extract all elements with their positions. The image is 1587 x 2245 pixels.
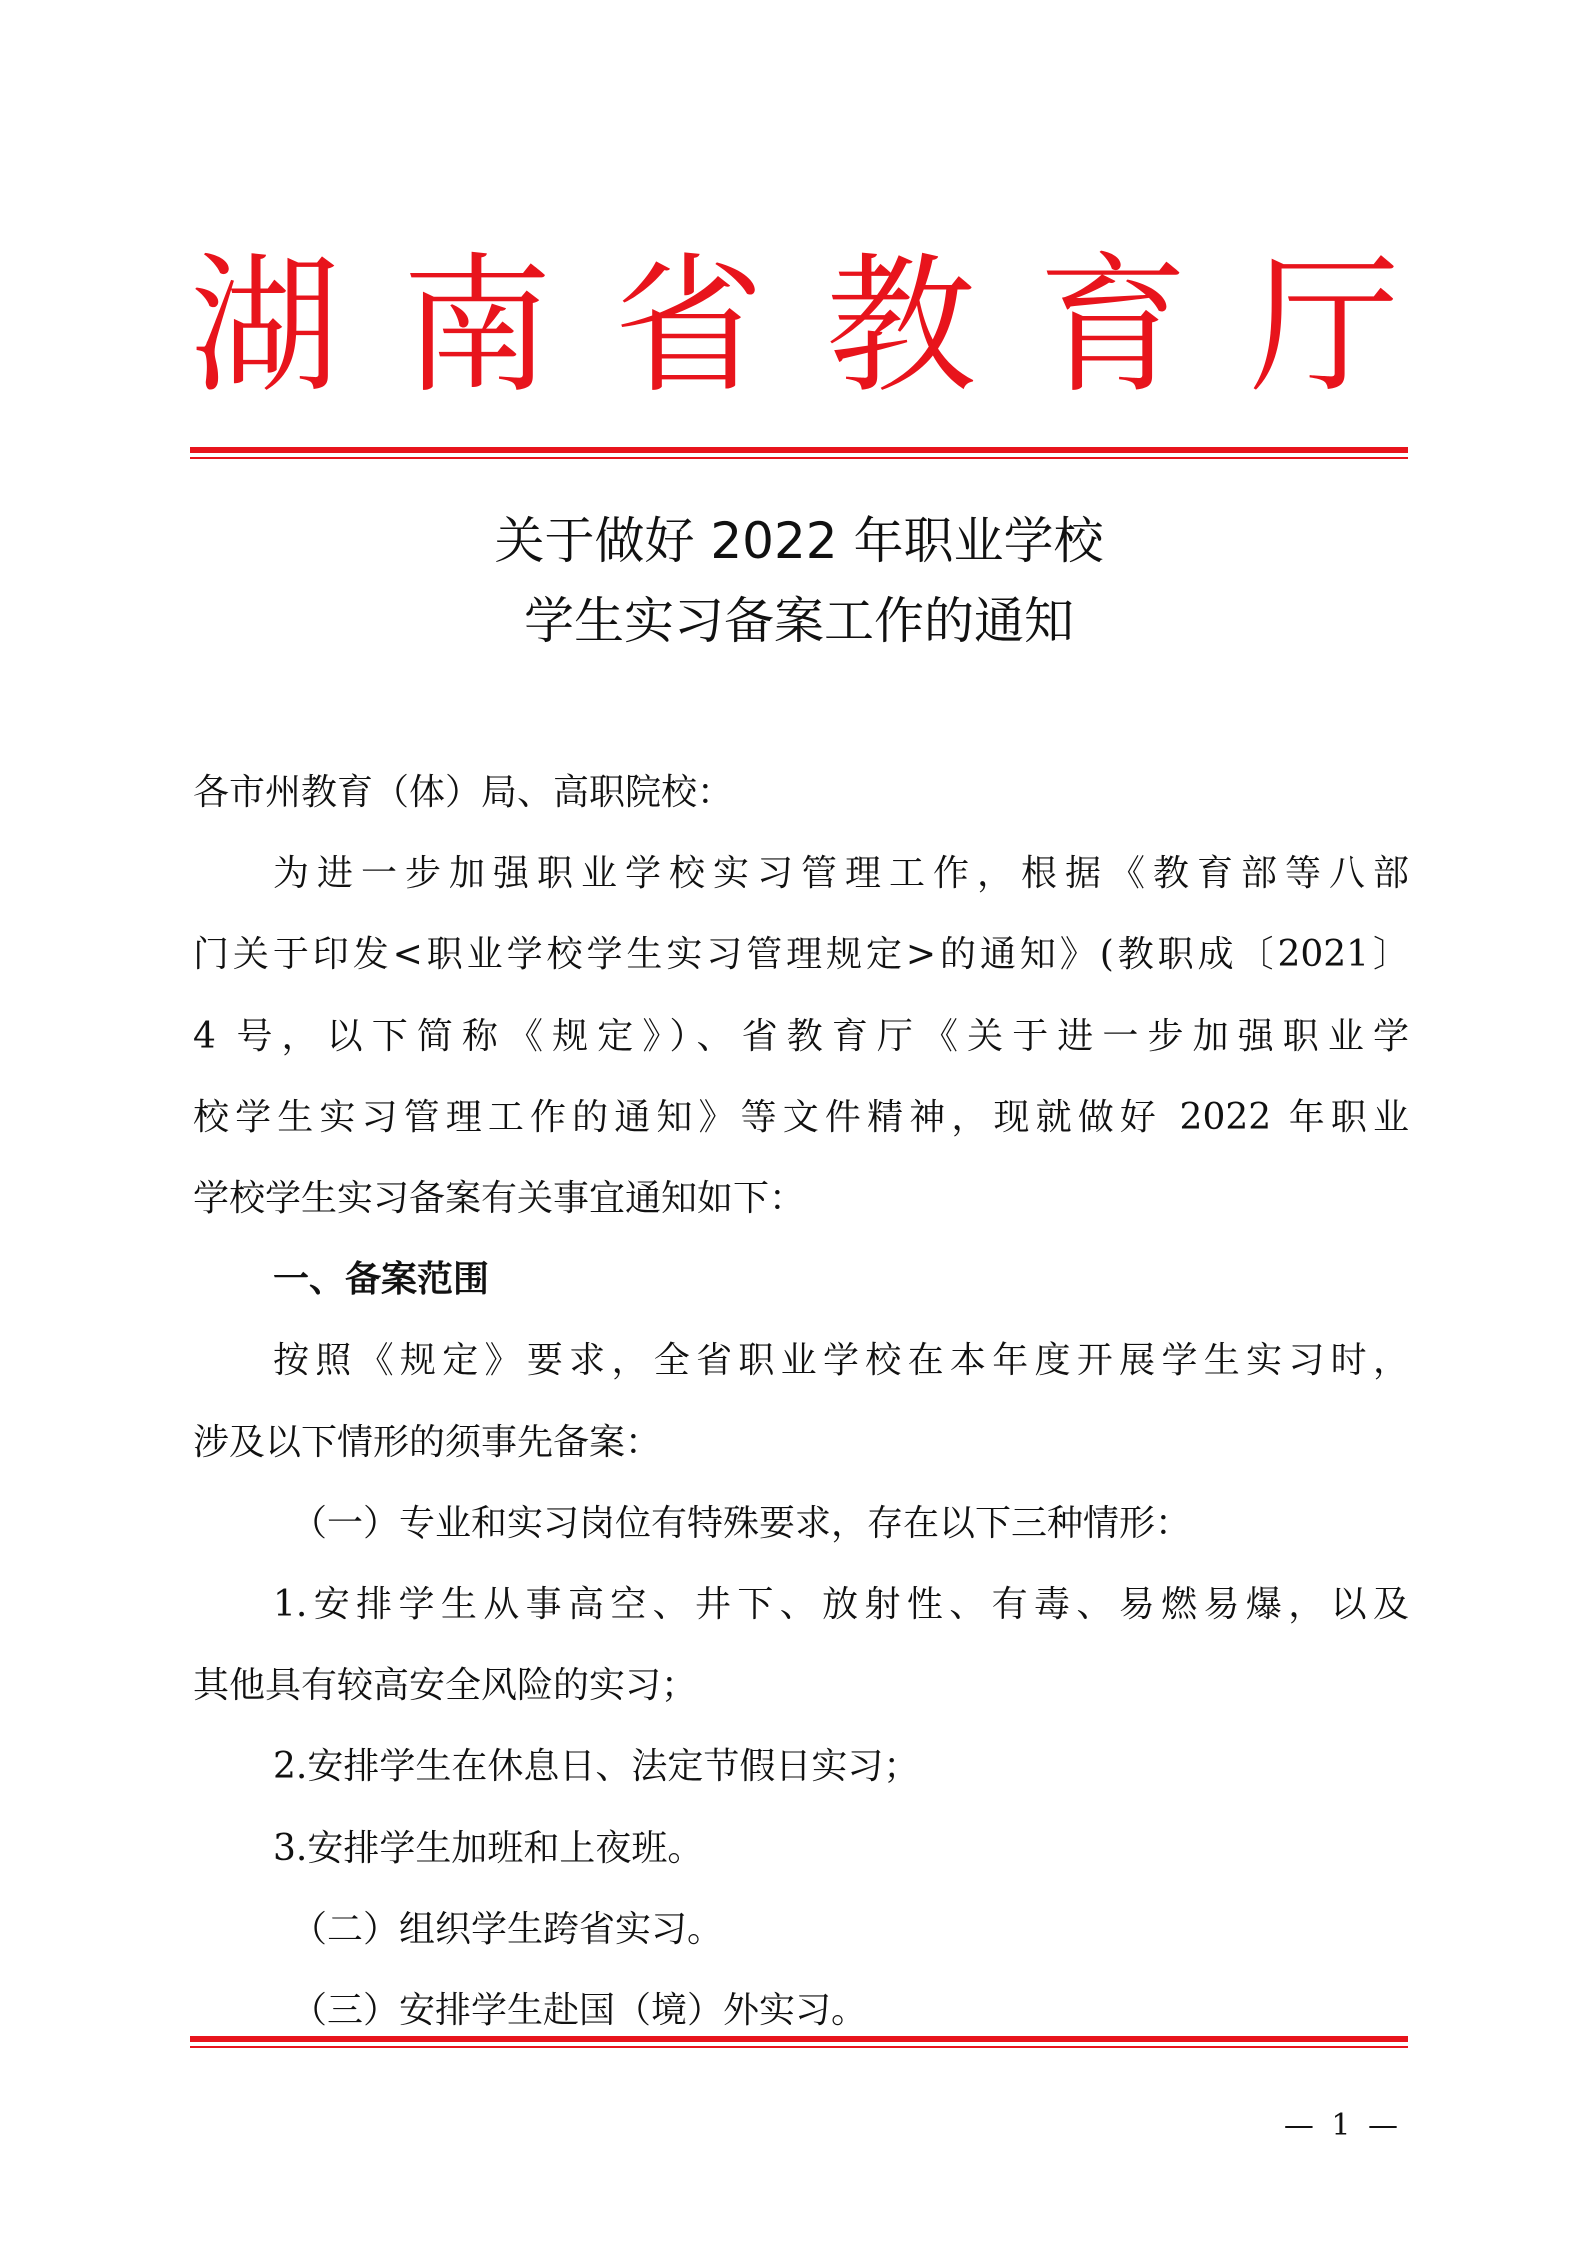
issuing-authority-header xyxy=(190,232,1400,422)
header-char: 省 xyxy=(613,240,764,414)
list-item-line: 1.安排学生从事高空、井下、放射性、有毒、易燃易爆，以及 xyxy=(273,1584,1409,1626)
paragraph-line: 门关于印发<职业学校学生实习管理规定>的通知》(教职成〔2021〕 xyxy=(193,934,1409,976)
subsection-line: （三）安排学生赴国（境）外实习。 xyxy=(291,1990,868,2032)
paragraph-line: 按照《规定》要求，全省职业学校在本年度开展学生实习时， xyxy=(273,1340,1409,1382)
paragraph-line: 为进一步加强职业学校实习管理工作，根据《教育部等八部 xyxy=(273,853,1409,895)
page-number: — 1 — xyxy=(1283,2108,1402,2143)
salutation: 各市州教育（体）局、高职院校： xyxy=(193,772,734,813)
document-title-line-2: 学生实习备案工作的通知 xyxy=(524,592,1074,650)
paragraph-line: 学校学生实习备案有关事宜通知如下： xyxy=(193,1178,806,1220)
header-char: 南 xyxy=(401,240,552,414)
document-body xyxy=(193,752,1409,2051)
document-title-line-1: 关于做好 2022 年职业学校 xyxy=(494,512,1104,570)
list-item: 3.安排学生加班和上夜班。 xyxy=(273,1827,704,1869)
paragraph-line: 涉及以下情形的须事先备案： xyxy=(193,1421,662,1463)
header-char: 教 xyxy=(825,240,976,414)
header-char: 湖 xyxy=(190,240,341,414)
subsection-line: （一）专业和实习岗位有特殊要求，存在以下三种情形： xyxy=(291,1502,1192,1544)
header-char: 厅 xyxy=(1249,240,1400,414)
header-red-divider xyxy=(190,447,1408,459)
paragraph-line: 4 号，以下简称《规定》）、省教育厅《关于进一步加强职业学 xyxy=(193,1015,1409,1057)
list-item-line: 其他具有较高安全风险的实习； xyxy=(193,1665,698,1707)
footer-red-divider xyxy=(190,2036,1408,2048)
subsection-line: （二）组织学生跨省实习。 xyxy=(291,1908,724,1950)
list-item: 2.安排学生在休息日、法定节假日实习； xyxy=(273,1746,920,1788)
paragraph-line: 校学生实习管理工作的通知》等文件精神，现就做好 2022 年职业 xyxy=(193,1096,1409,1138)
header-char: 育 xyxy=(1037,240,1188,414)
section-heading: 一、备案范围 xyxy=(273,1259,490,1301)
